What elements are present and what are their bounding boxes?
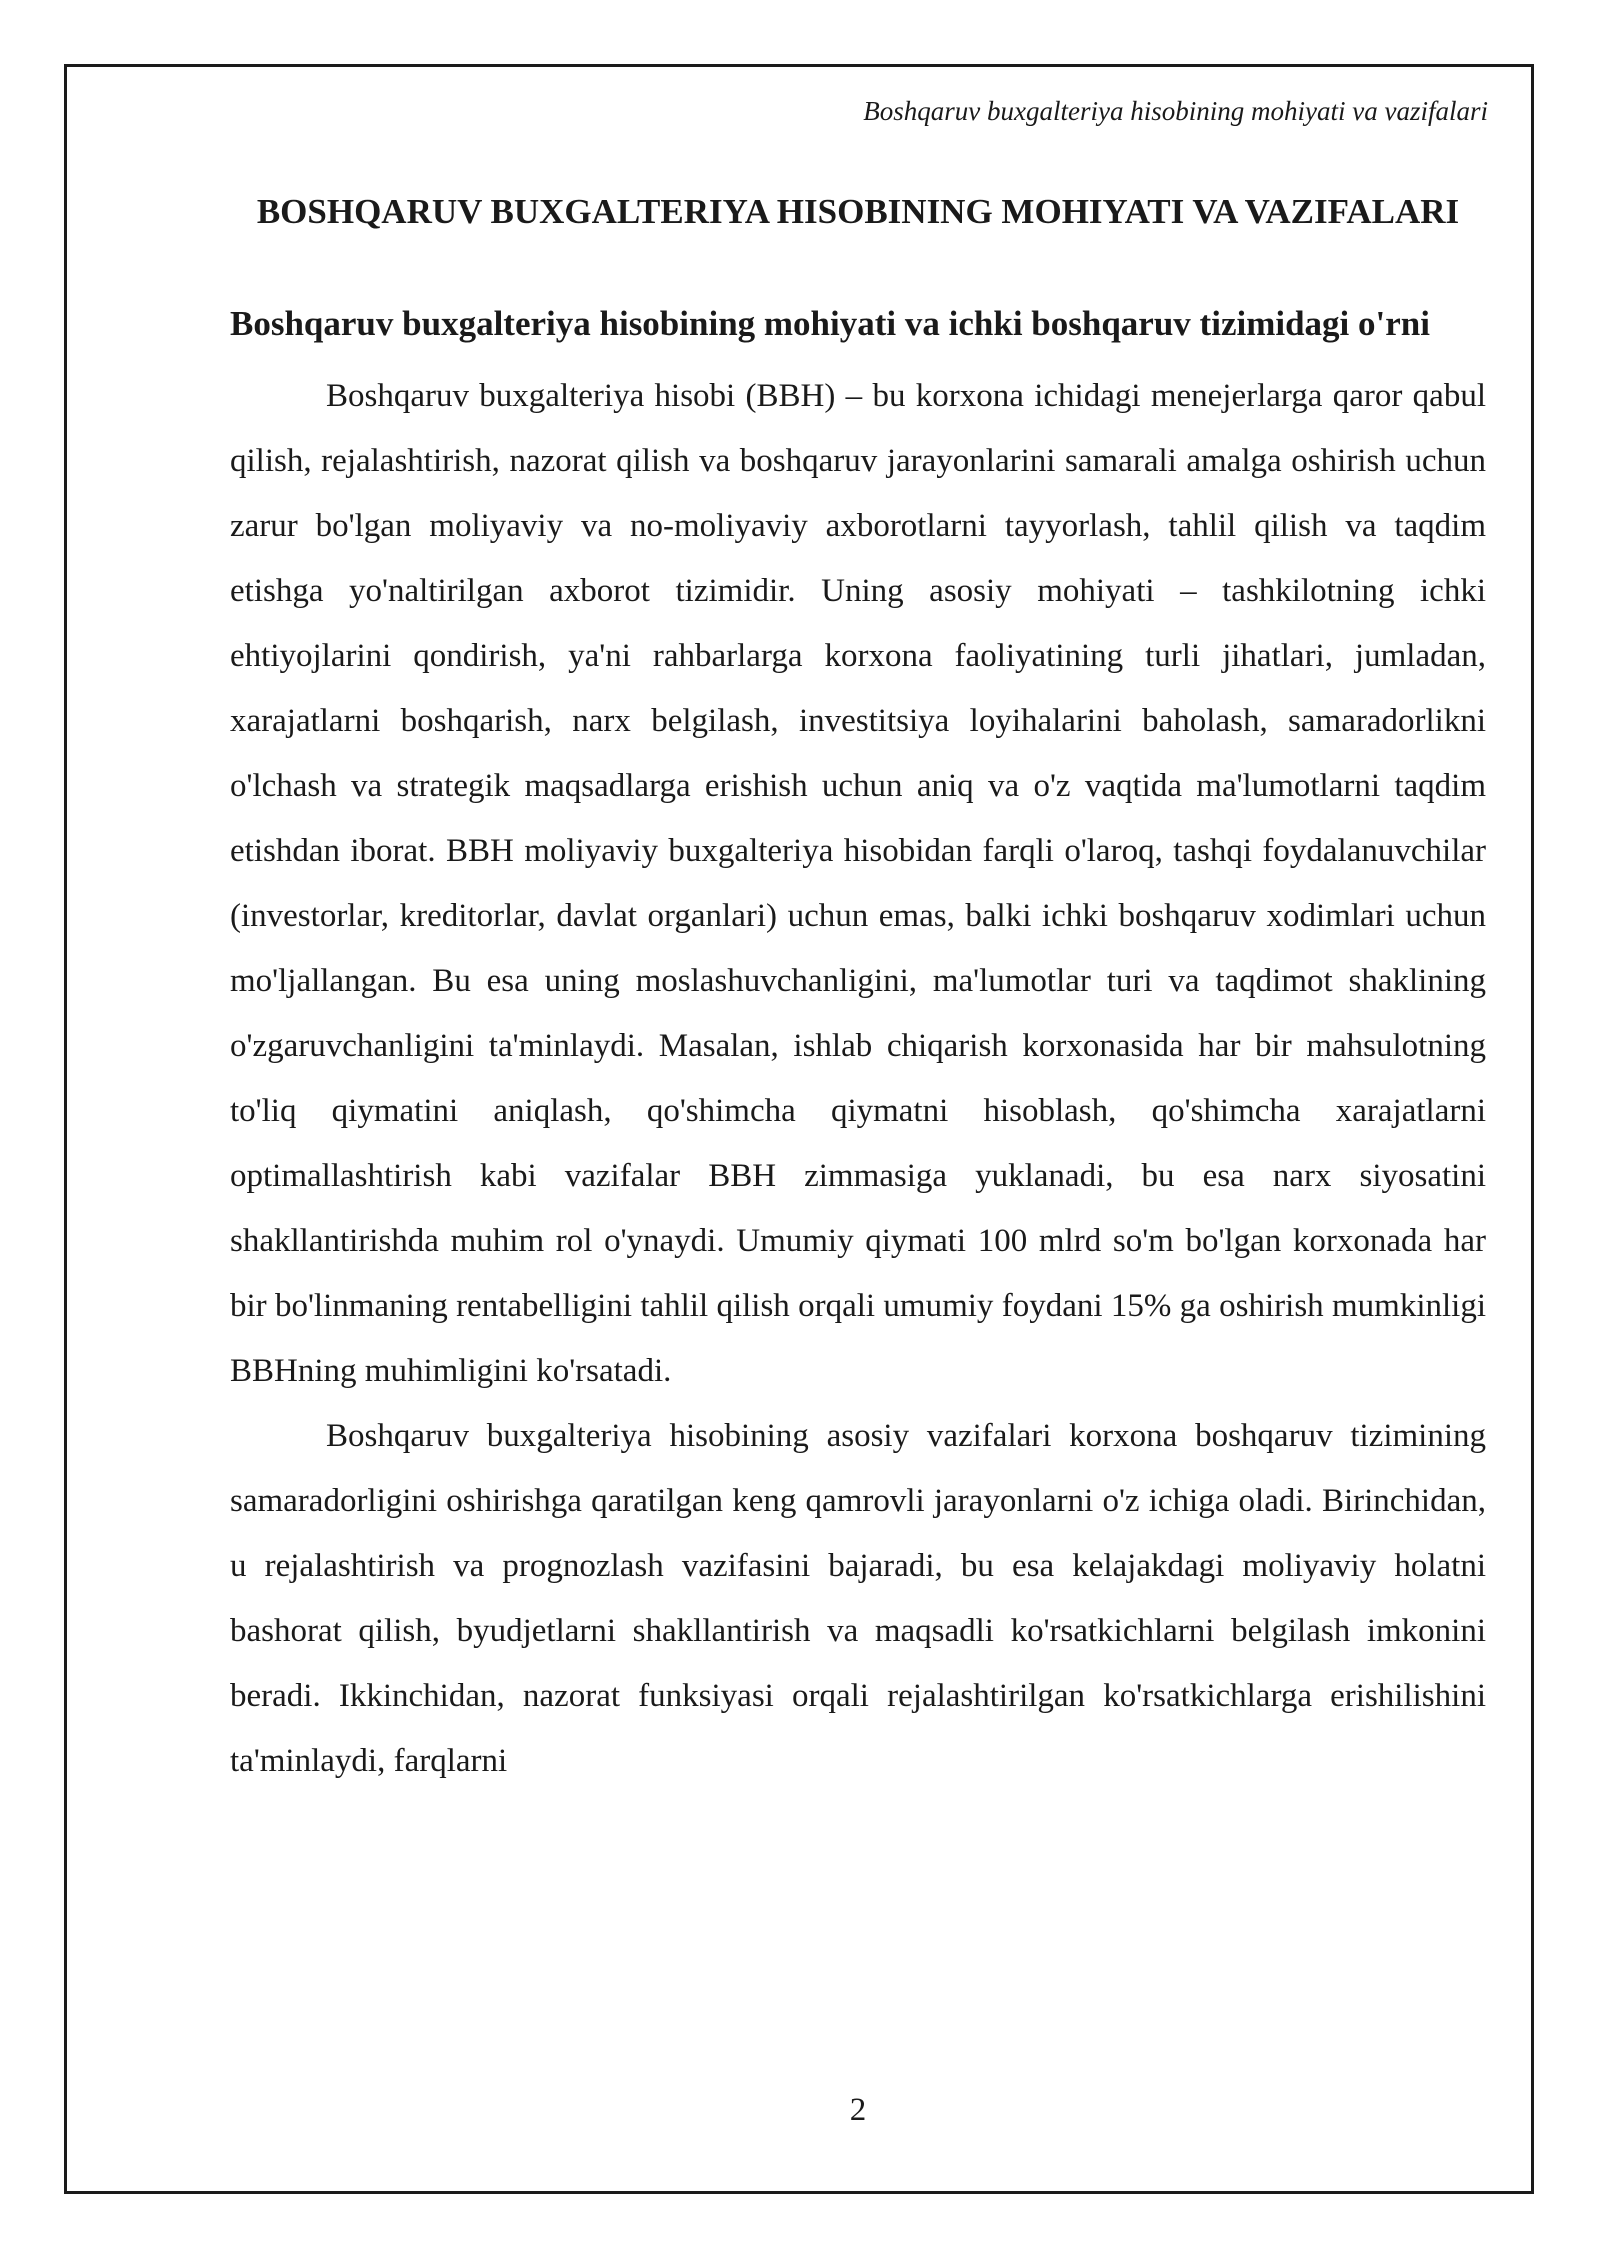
- page-number: 2: [849, 2092, 867, 2128]
- document-title: BOSHQARUV BUXGALTERIYA HISOBINING MOHIYATI VA VAZIFALARI: [256, 192, 1460, 231]
- body-paragraph-1: Boshqaruv buxgalteriya hisobi (BBH) – bu korxona ichidagi menejerlarga qaror qabul qilish, rejalashtirish, nazorat qilish va boshqaruv jarayonlarini samarali amalga oshirish uchun zarur bo'lgan moliyaviy va no-moliyaviy axborotlarni tayyorlash, tahlil qilish va taqdim etishga yo'naltirilgan axborot tizimidir. Uning asosiy mohiyati – tashkilotning ichki ehtiyojlarini qondirish, ya'ni rahbarlarga korxona faoliyatining turli jihatlari, jumladan, xarajatlarni boshqarish, narx belgilash, investitsiya loyihalarini baholash, samaradorlikni o'lchash va strategik maqsadlarga erishish uchun aniq va o'z vaqtida ma'lumotlarni taqdim etishdan iborat. BBH moliyaviy buxgalteriya hisobidan farqli o'laroq, tashqi foydalanuvchilar (investorlar, kreditorlar, davlat organlari) uchun emas, balki ichki boshqaruv xodimlari uchun mo'ljallangan. Bu esa uning moslashuvchanligini, ma'lumotlar turi va taqdimot shaklining o'zgaruvchanligini ta'minlaydi. Masalan, ishlab chiqarish korxonasida har bir mahsulotning to'liq qiymatini aniqlash, qo'shimcha qiymatni hisoblash, qo'shimcha xarajatlarni optimallashtirish kabi vazifalar BBH zimmasiga yuklanadi, bu esa narx siyosatini shakllantirishda muhim rol o'ynaydi. Umumiy qiymati 100 mlrd so'm bo'lgan korxonada har bir bo'linmaning rentabelligini tahlil qilish orqali umumiy foydani 15% ga oshirish mumkinligi BBHning muhimligini ko'rsatadi.: [230, 378, 1486, 1389]
- body-paragraph-2: Boshqaruv buxgalteriya hisobining asosiy vazifalari korxona boshqaruv tizimining samaradorligini oshirishga qaratilgan keng qamrovli jarayonlarni o'z ichiga oladi. Birinchidan, u rejalashtirish va prognozlash vazifasini bajaradi, bu esa kelajakdagi moliyaviy holatni bashorat qilish, byudjetlarni shakllantirish va maqsadli ko'rsatkichlarni belgilash imkonini beradi. Ikkinchidan, nazorat funksiyasi orqali rejalashtirilgan ko'rsatkichlarga erishilishini ta'minlaydi, farqlarni: [230, 1418, 1486, 1779]
- document-body: [230, 180, 1486, 1794]
- section-heading: Boshqaruv buxgalteriya hisobining mohiyati va ichki boshqaruv tizimidagi o'rni: [230, 304, 1430, 343]
- running-header: Boshqaruv buxgalteriya hisobining mohiyati va vazifalari: [863, 96, 1488, 126]
